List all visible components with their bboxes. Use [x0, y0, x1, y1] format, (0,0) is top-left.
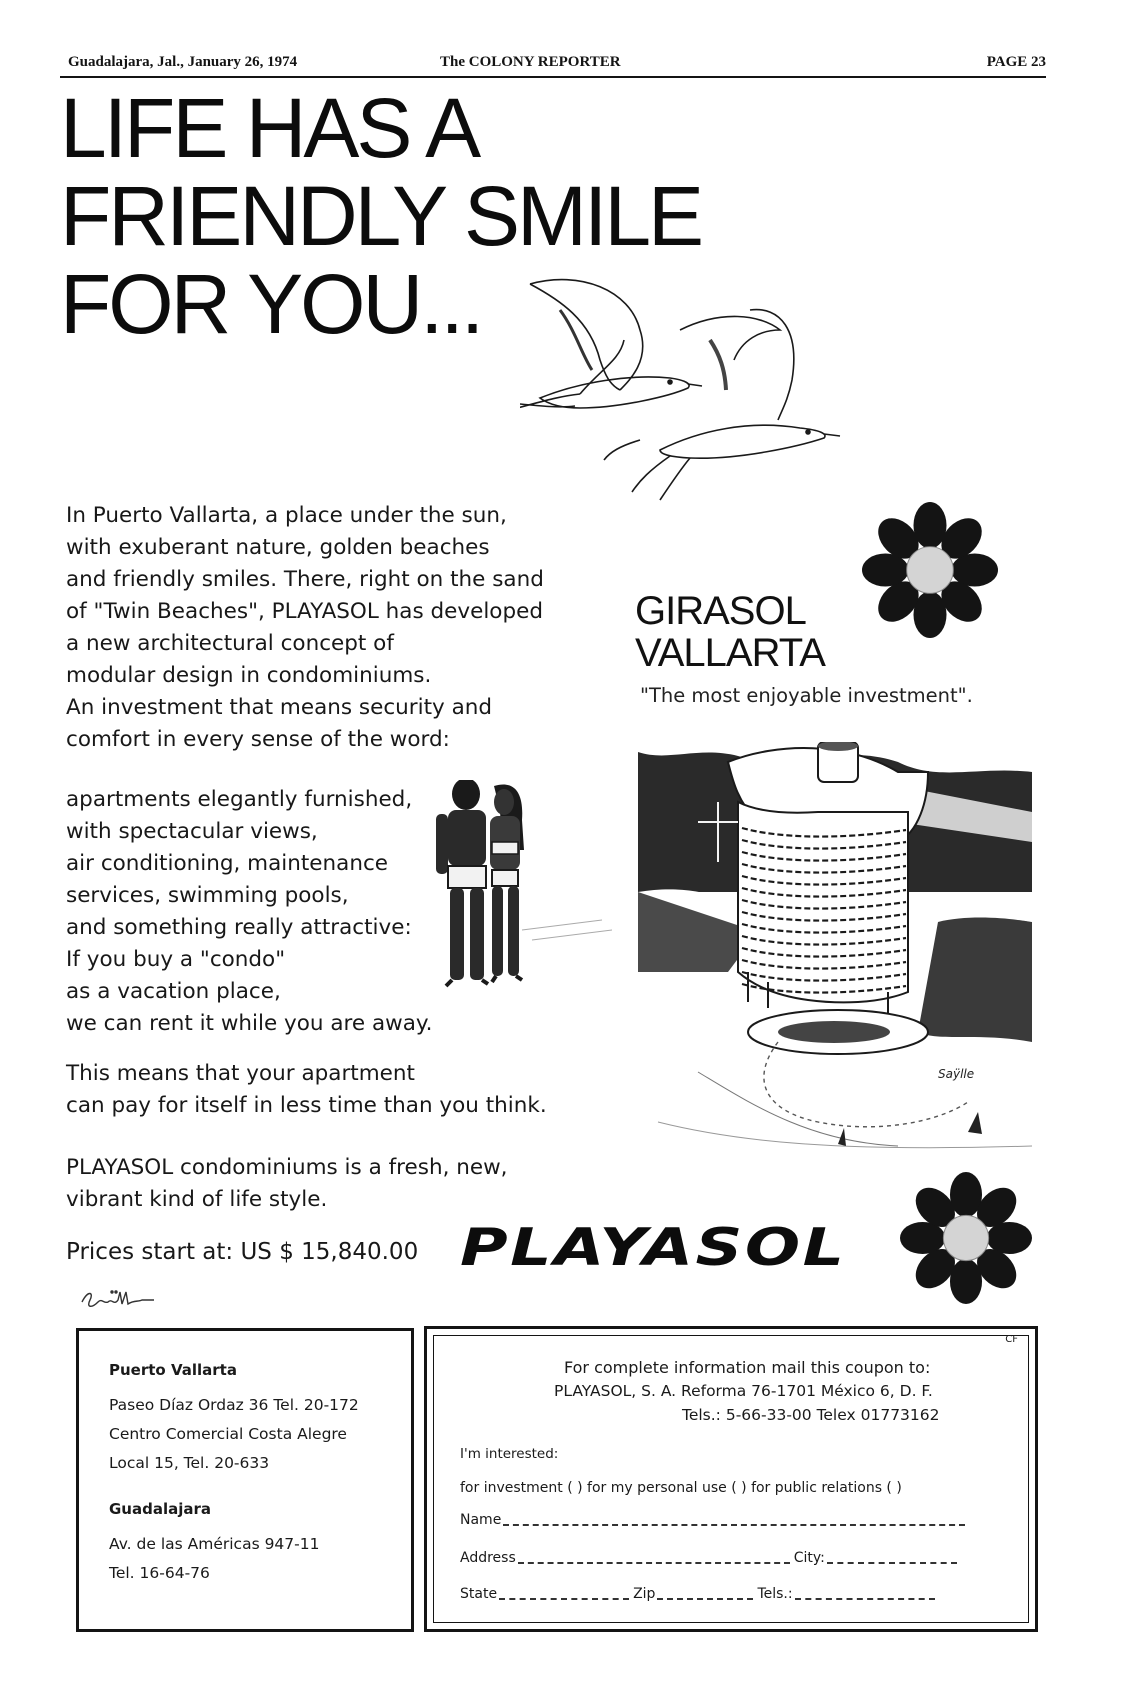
sunflower-logo-icon: [900, 1172, 1032, 1304]
mail-in-coupon: [424, 1326, 1038, 1632]
address-line: Local 15, Tel. 20-633: [109, 1454, 270, 1472]
sunflower-petal: [900, 1222, 945, 1254]
artist-signature: [78, 1284, 156, 1314]
office-addresses-box: [76, 1328, 414, 1632]
city-field-label: City:: [793, 1550, 825, 1566]
pay-line: This means that your apartment: [66, 1061, 415, 1086]
brand-tagline: "The most enjoyable investment".: [640, 684, 973, 707]
zip-field-label: Zip: [633, 1586, 656, 1602]
sunflower-petal: [950, 1259, 982, 1304]
masthead: [60, 52, 1046, 78]
coupon-phone-telex: Tels.: 5-66-33-00 Telex 01773162: [682, 1406, 940, 1424]
brand-name-line: VALLARTA: [635, 631, 825, 675]
playasol-wordmark: PLAYASOL: [460, 1218, 847, 1278]
lifestyle-line: vibrant kind of life style.: [66, 1187, 328, 1212]
masthead-dateline: Guadalajara, Jal., January 26, 1974: [68, 54, 298, 70]
intro-line: In Puerto Vallarta, a place under the sun,: [66, 503, 507, 528]
sunflower-logo-icon: [862, 502, 998, 638]
lifestyle-paragraph: [66, 1152, 508, 1216]
intro-line: a new architectural concept of: [66, 631, 394, 656]
coupon-interest-label: I'm interested:: [460, 1446, 559, 1462]
features-line: as a vacation place,: [66, 979, 281, 1004]
state-field[interactable]: [499, 1586, 629, 1600]
coupon-inner-border: [433, 1335, 1029, 1623]
masthead-publication: The COLONY REPORTER: [440, 54, 621, 70]
features-line: we can rent it while you are away.: [66, 1011, 433, 1036]
seagulls-illustration: [520, 270, 910, 540]
sunflower-petal: [951, 553, 998, 586]
brand-name-line: GIRASOL: [635, 589, 806, 633]
headline-line: FOR YOU...: [60, 257, 482, 351]
features-line: If you buy a "condo": [66, 947, 286, 972]
intro-line: with exuberant nature, golden beaches: [66, 535, 490, 560]
coupon-code: CF: [1005, 1334, 1018, 1345]
name-field[interactable]: [503, 1512, 965, 1526]
headline-line: FRIENDLY SMILE: [60, 169, 702, 263]
pay-line: can pay for itself in less time than you think.: [66, 1093, 547, 1118]
features-line: services, swimming pools,: [66, 883, 349, 908]
coupon-mailing-address: PLAYASOL, S. A. Reforma 76-1701 México 6, D. F.: [554, 1382, 933, 1400]
tels-field-label: Tels.:: [757, 1586, 793, 1602]
intro-line: An investment that means security and: [66, 695, 493, 720]
hotel-sketch-signature: Saÿlle: [938, 1067, 975, 1081]
coupon-interest-options[interactable]: for investment ( ) for my personal use ( ) for public relations ( ): [460, 1480, 902, 1496]
office-city-puerto-vallarta: Puerto Vallarta: [109, 1361, 237, 1379]
price-text: Prices start at: US $ 15,840.00: [66, 1239, 419, 1265]
office-city-guadalajara: Guadalajara: [109, 1500, 212, 1518]
name-field-label: Name: [460, 1512, 502, 1528]
address-line: Av. de las Américas 947-11: [109, 1535, 320, 1553]
intro-line: comfort in every sense of the word:: [66, 727, 450, 752]
intro-line: modular design in condominiums.: [66, 663, 432, 688]
couple-illustration: [432, 780, 612, 1010]
intro-line: of "Twin Beaches", PLAYASOL has developed: [66, 599, 543, 624]
address-field[interactable]: [518, 1550, 790, 1564]
sunflower-petal: [913, 591, 946, 638]
address-line: Centro Comercial Costa Alegre: [109, 1425, 347, 1443]
pay-paragraph: [66, 1058, 547, 1122]
features-paragraph: [66, 784, 432, 1040]
price-line: [66, 1236, 418, 1268]
state-field-label: State: [460, 1586, 498, 1602]
address-line: Tel. 16-64-76: [109, 1564, 210, 1582]
masthead-page-number: PAGE 23: [986, 54, 1046, 70]
features-line: and something really attractive:: [66, 915, 412, 940]
intro-paragraph: [66, 500, 544, 756]
features-line: apartments elegantly furnished,: [66, 787, 413, 812]
zip-field[interactable]: [657, 1586, 753, 1600]
sunflower-petal: [913, 502, 946, 549]
hotel-illustration: [638, 742, 1032, 1162]
coupon-instructions: For complete information mail this coupon to:: [564, 1358, 931, 1377]
sunflower-petal: [950, 1172, 982, 1217]
city-field[interactable]: [827, 1550, 957, 1564]
intro-line: and friendly smiles. There, right on the sand: [66, 567, 544, 592]
coupon-state-row: [460, 1586, 939, 1602]
address-field-label: Address: [460, 1550, 516, 1566]
features-line: air conditioning, maintenance: [66, 851, 388, 876]
coupon-name-row: [460, 1512, 969, 1528]
girasol-vallarta-brand: [635, 590, 825, 674]
tels-field[interactable]: [795, 1586, 935, 1600]
sunflower-petal: [862, 553, 909, 586]
lifestyle-line: PLAYASOL condominiums is a fresh, new,: [66, 1155, 508, 1180]
coupon-address-row: [460, 1550, 961, 1566]
features-line: with spectacular views,: [66, 819, 318, 844]
address-line: Paseo Díaz Ordaz 36 Tel. 20-172: [109, 1396, 359, 1414]
headline-line: LIFE HAS A: [60, 81, 479, 175]
sunflower-petal: [987, 1222, 1032, 1254]
